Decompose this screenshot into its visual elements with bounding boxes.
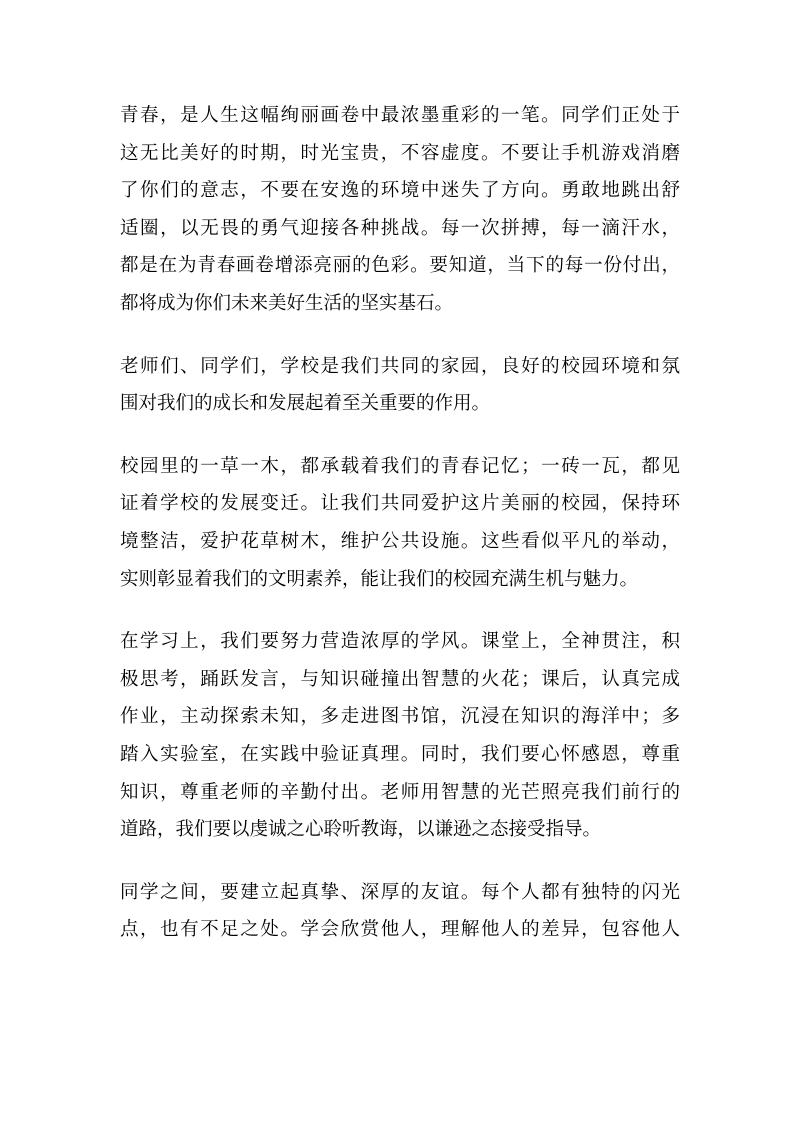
text-line: 境整洁，爱护花草树木，维护公共设施。这些看似平凡的举动， xyxy=(120,530,680,552)
text-line: 围对我们的成长和发展起着至关重要的作用。 xyxy=(120,393,491,415)
text-line: 知识，尊重老师的辛勤付出。老师用智慧的光芒照亮我们前行的 xyxy=(120,781,680,803)
text-line: 了你们的意志，不要在安逸的环境中迷失了方向。勇敢地跳出舒 xyxy=(120,180,680,202)
text-line: 道路，我们要以虔诚之心聆听教诲，以谦逊之态接受指导。 xyxy=(120,819,602,841)
text-line: 青春，是人生这幅绚丽画卷中最浓墨重彩的一笔。同学们正处于 xyxy=(120,105,680,126)
text-line: 踏入实验室，在实践中验证真理。同时，我们要心怀感恩，尊重 xyxy=(120,743,680,765)
paragraph-campus-home xyxy=(120,348,680,423)
text-line: 老师们、同学们，学校是我们共同的家园，良好的校园环境和氛 xyxy=(120,355,680,377)
paragraph-study xyxy=(120,623,680,849)
text-line: 在学习上，我们要努力营造浓厚的学风。课堂上，全神贯注，积 xyxy=(120,631,680,653)
text-line: 点，也有不足之处。学会欣赏他人，理解他人的差异，包容他人 xyxy=(120,919,680,941)
paragraph-friendship xyxy=(120,874,680,949)
text-line: 都是在为青春画卷增添亮丽的色彩。要知道，当下的每一份付出， xyxy=(120,255,680,277)
paragraph-campus-care xyxy=(120,448,680,598)
document-page xyxy=(120,97,680,974)
text-line: 校园里的一草一木，都承载着我们的青春记忆；一砖一瓦，都见 xyxy=(120,455,680,477)
text-line: 证着学校的发展变迁。让我们共同爱护这片美丽的校园，保持环 xyxy=(120,493,680,515)
text-line: 极思考，踊跃发言，与知识碰撞出智慧的火花；课后，认真完成 xyxy=(120,668,680,690)
text-line: 都将成为你们未来美好生活的坚实基石。 xyxy=(120,292,454,314)
text-line: 同学之间，要建立起真挚、深厚的友谊。每个人都有独特的闪光 xyxy=(120,881,680,903)
text-line: 这无比美好的时期，时光宝贵，不容虚度。不要让手机游戏消磨 xyxy=(120,142,680,164)
text-line: 作业，主动探索未知，多走进图书馆，沉浸在知识的海洋中；多 xyxy=(120,706,680,728)
text-line: 实则彰显着我们的文明素养，能让我们的校园充满生机与魅力。 xyxy=(120,568,639,590)
paragraph-youth xyxy=(120,97,680,323)
text-line: 适圈，以无畏的勇气迎接各种挑战。每一次拼搏，每一滴汗水， xyxy=(120,217,680,239)
